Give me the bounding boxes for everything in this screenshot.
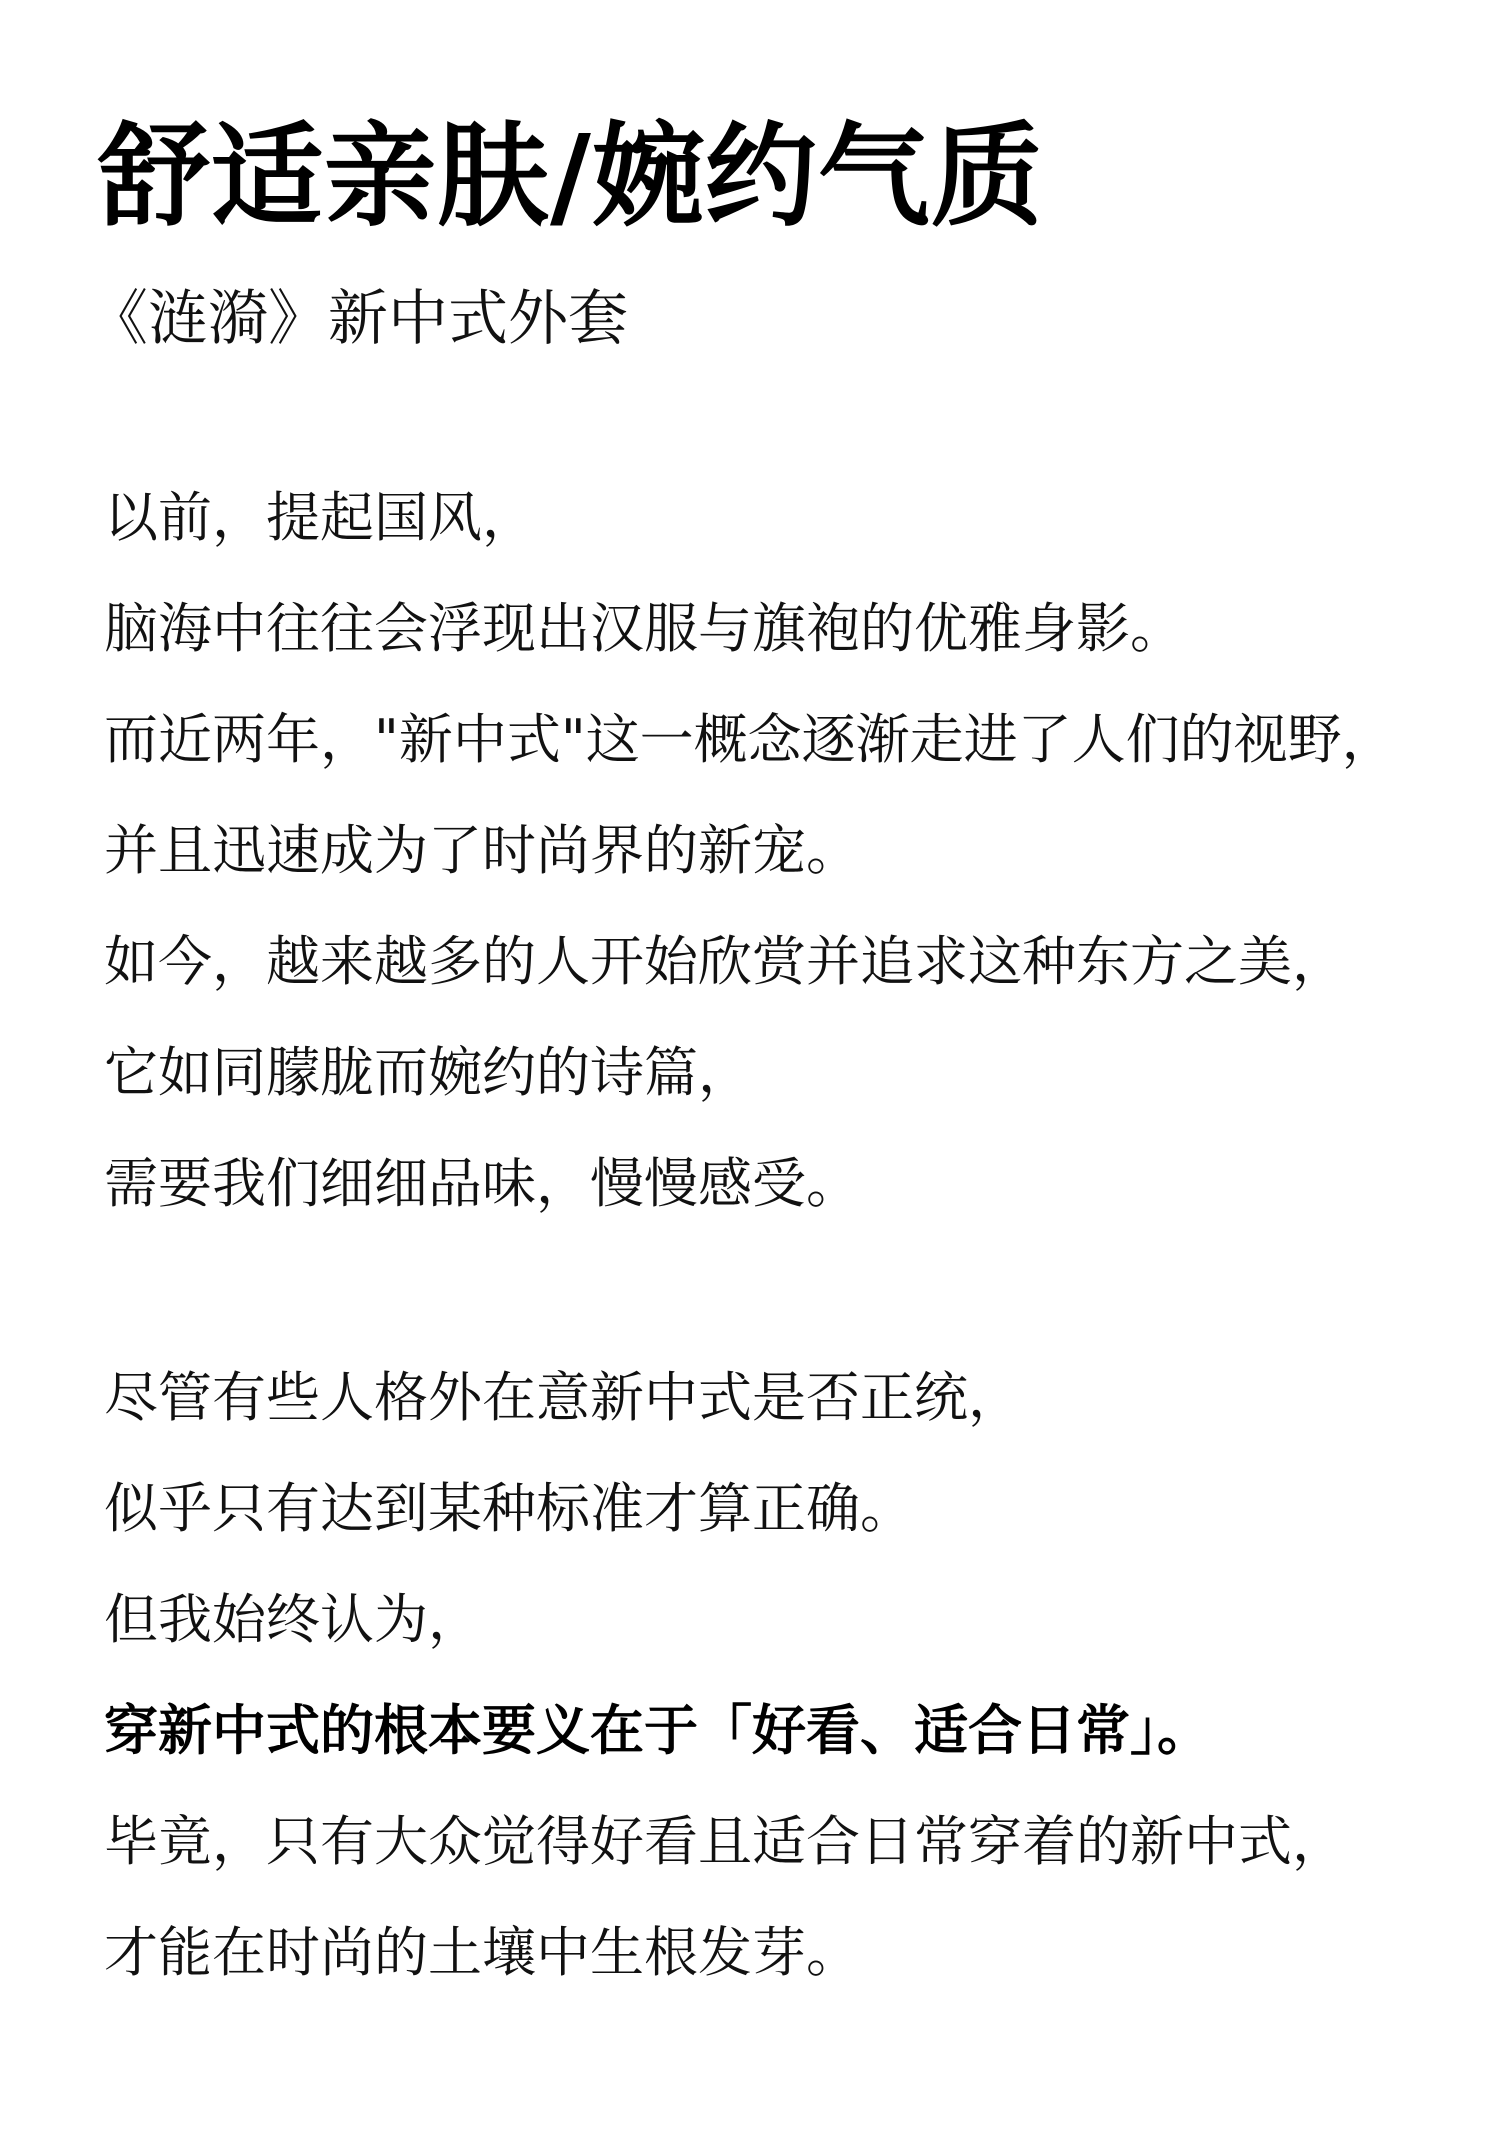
- page-subtitle: 《涟漪》新中式外套: [88, 284, 628, 354]
- text-line: 如今，越来越多的人开始欣赏并追求这种东方之美，: [104, 930, 1346, 993]
- text-line: 才能在时尚的土壤中生根发芽。: [104, 1921, 860, 1984]
- text-line: 似乎只有达到某种标准才算正确。: [104, 1477, 914, 1540]
- highlight-line: 穿新中式的根本要义在于「好看、适合日常」。: [104, 1699, 1211, 1762]
- text-line: 但我始终认为，: [104, 1588, 482, 1651]
- page-title: 舒适亲肤/婉约气质: [98, 112, 1044, 242]
- text-line: 需要我们细细品味，慢慢感受。: [104, 1152, 860, 1215]
- text-line: 尽管有些人格外在意新中式是否正统，: [104, 1366, 1022, 1429]
- text-line: 它如同朦胧而婉约的诗篇，: [104, 1041, 752, 1104]
- text-line: 而近两年，"新中式"这一概念逐渐走进了人们的视野，: [104, 708, 1396, 771]
- text-line: 并且迅速成为了时尚界的新宠。: [104, 819, 860, 882]
- paragraph-intro: [104, 462, 1484, 1239]
- text-line: 以前，提起国风，: [104, 486, 536, 549]
- text-line: 脑海中往往会浮现出汉服与旗袍的优雅身影。: [104, 597, 1184, 660]
- paragraph-opinion: [104, 1342, 1484, 2008]
- text-line: 毕竟，只有大众觉得好看且适合日常穿着的新中式，: [104, 1810, 1346, 1873]
